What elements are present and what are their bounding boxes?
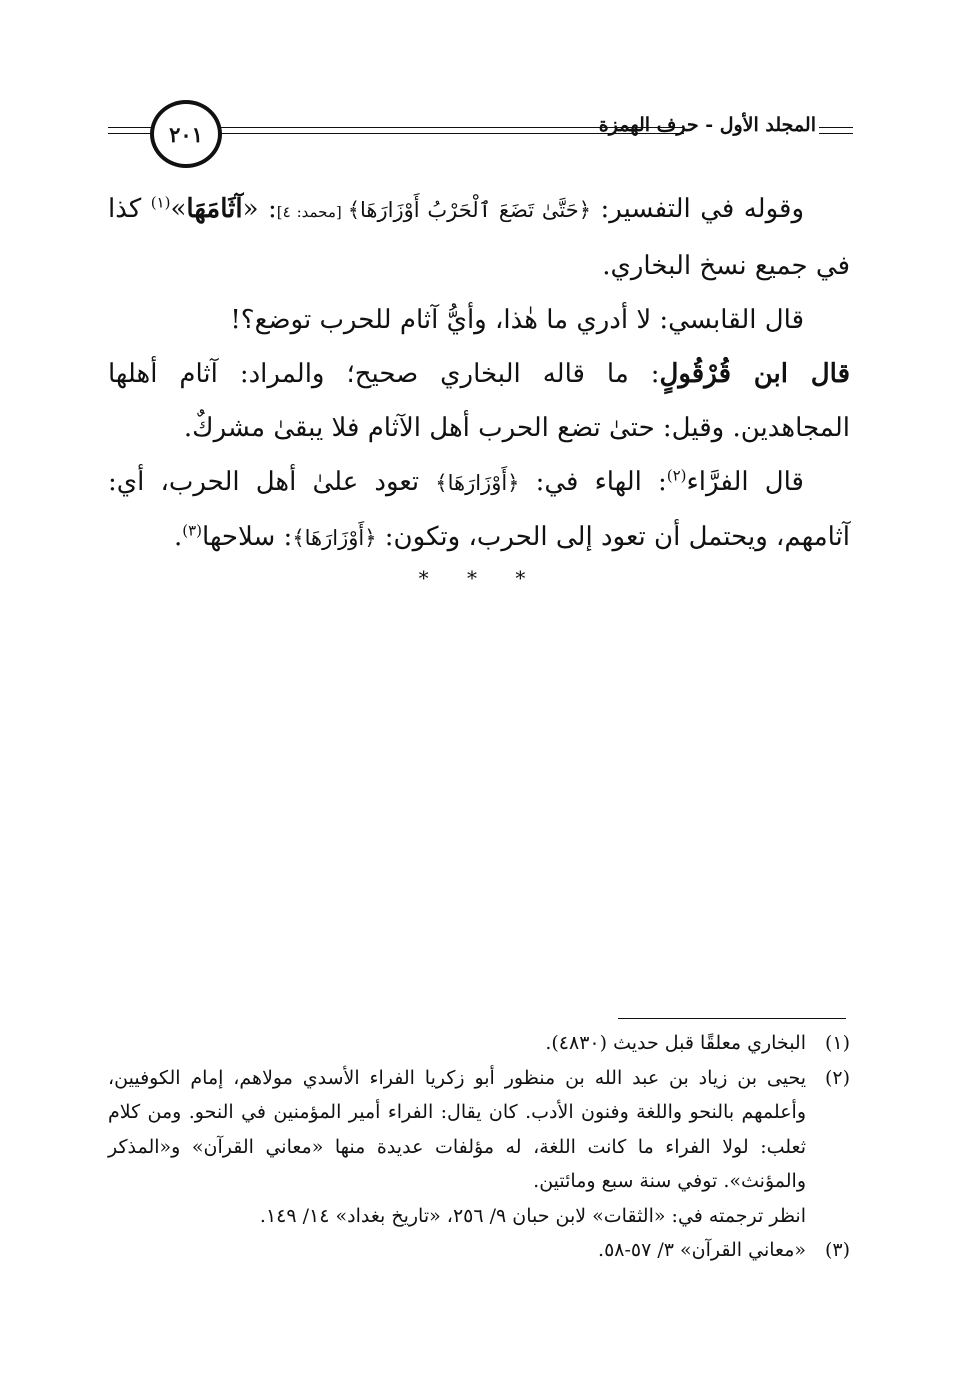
text-run: كذا في جميع نسخ البخاري. (108, 194, 850, 281)
text-run: » (170, 194, 187, 224)
quran-verse: ﴿أَوْزَارَهَا﴾ (292, 526, 377, 550)
footnote-3 (108, 1233, 850, 1268)
paragraph (108, 182, 850, 293)
text-run: تعود علىٰ أهل الحرب، أي: آثامهم، ويحتمل أن تعود إلى الحرب، وتكون: (108, 467, 850, 552)
main-text (108, 182, 850, 565)
footnote-2 (108, 1061, 850, 1234)
text-run: : ما قاله البخاري صحيح؛ والمراد: آثام أهلها المجاهدين. وقيل: حتىٰ تضع الحرب أهل الآثام فلا يبقىٰ مشركٌ. (108, 359, 850, 443)
paragraph (108, 455, 850, 565)
paragraph (108, 347, 850, 455)
paragraph: قال القابسي: لا أدري ما هٰذا، وأيُّ آثام للحرب توضع؟! (230, 305, 804, 335)
footnote-marker[interactable]: (٢) (666, 466, 687, 485)
quran-verse: ﴿حَتَّىٰ تَضَعَ ٱلْحَرْبُ أَوْزَارَهَا﴾ (347, 198, 592, 222)
footnote-rule (618, 1018, 846, 1019)
footnote-number: (٢) (824, 1066, 850, 1089)
page-header (108, 96, 853, 176)
section-separator: * * * (418, 566, 542, 590)
footnote-source: انظر ترجمته في: «الثقات» لابن حبان ٩/ ٢٥٦، «تاريخ بغداد» ١٤/ ١٤٩. (259, 1204, 806, 1227)
footnotes (108, 1026, 850, 1268)
header-rule (819, 133, 853, 134)
footnote-text: «معاني القرآن» ٣/ ٥٧-٥٨. (598, 1239, 806, 1261)
text-run: . (173, 522, 183, 552)
scholar-name: قال ابن قُرْقُولٍ (659, 359, 850, 389)
footnote-number: (٣) (824, 1239, 850, 1261)
text-run: وقوله في التفسير: (591, 194, 805, 224)
quran-verse: ﴿أَوْزَارَهَا﴾ (435, 471, 520, 495)
footnote-number: (١) (824, 1032, 850, 1054)
text-run: : سلاحها (202, 522, 293, 552)
verse-reference: [محمد: ٤] (276, 203, 348, 221)
quoted-word: آثَامَهَا (186, 194, 243, 224)
text-run: : الهاء في: (519, 467, 667, 497)
footnote-text: البخاري معلقًا قبل حديث (٤٨٣٠). (545, 1032, 806, 1054)
page-number: ٢٠١ (150, 100, 222, 168)
header-rule (819, 127, 853, 128)
footnote-marker[interactable]: (٣) (182, 521, 203, 540)
text-run: قال الفرَّاء (686, 467, 804, 497)
footnote-text: يحيى بن زياد بن عبد الله بن منظور أبو زكريا الفراء الأسدي مولاهم، إمام الكوفيين، وأعلمهم بالنحو واللغة وفنون الأدب. كان يقال: الفراء أمير المؤمنين في النحو. ومن كلام ثعلب: لولا الفراء ما كانت اللغة، له مؤلفات عديدة منها «معاني القرآن» و«المذكر والمؤنث». توفي سنة سبع ومائتين. (108, 1066, 806, 1192)
running-title: المجلد الأول - حرف الهمزة (598, 114, 816, 136)
text-run: : « (242, 194, 277, 224)
footnote-1 (108, 1026, 850, 1061)
footnote-marker[interactable]: (١) (150, 193, 171, 212)
